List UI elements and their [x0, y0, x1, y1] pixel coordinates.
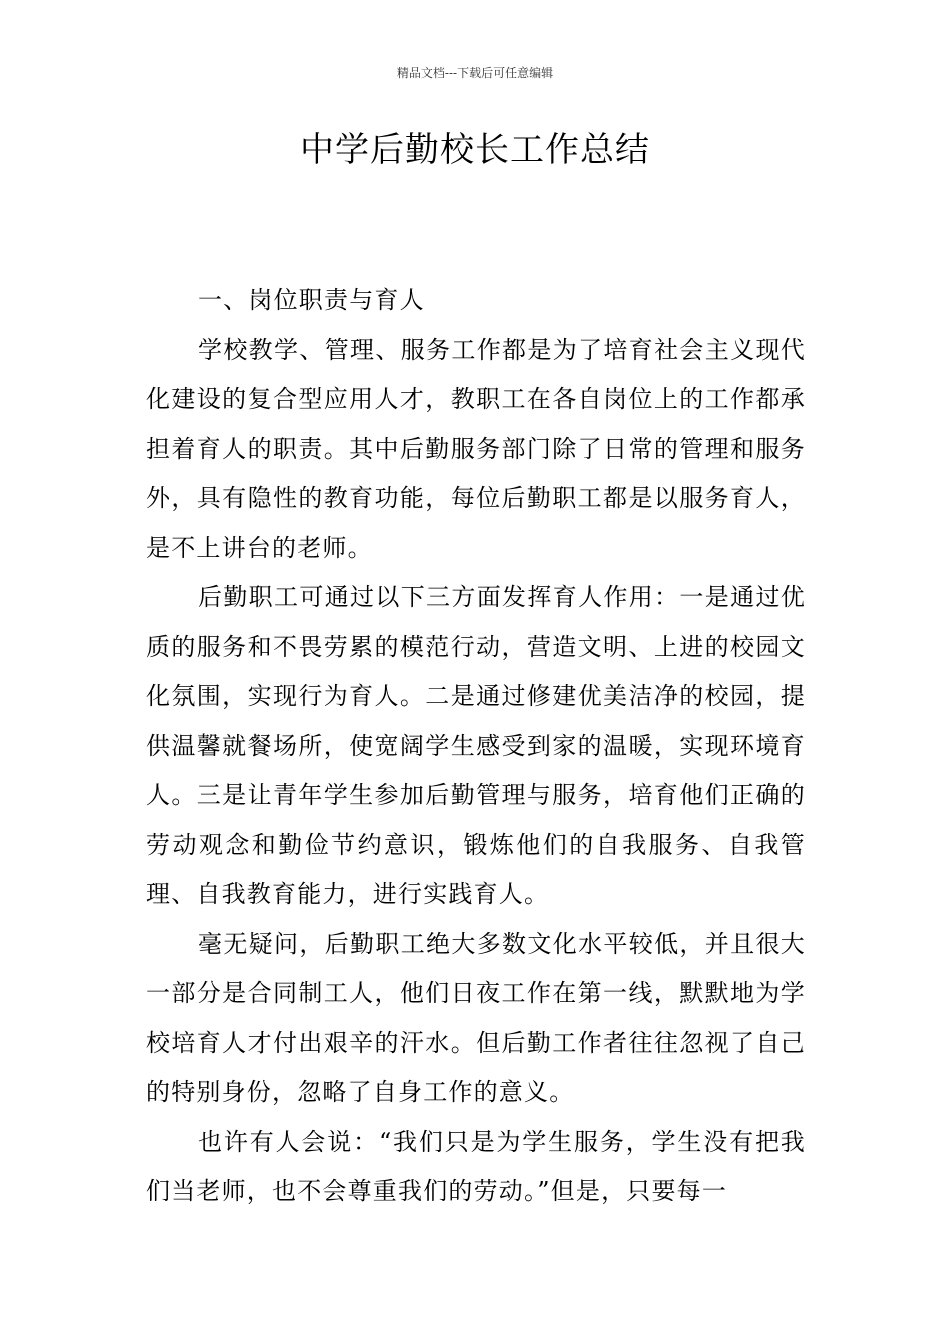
section-heading: 一、岗位职责与育人	[198, 286, 425, 314]
document-body	[146, 276, 806, 1217]
paragraph-4: 也许有人会说：“我们只是为学生服务，学生没有把我们当老师，也不会尊重我们的劳动。”但是，只要每一	[146, 1127, 806, 1205]
paragraph-3: 毫无疑问，后勤职工绝大多数文化水平较低，并且很大一部分是合同制工人，他们日夜工作在第一线，默默地为学校培育人才付出艰辛的汗水。但后勤工作者往往忽视了自己的特别身份，忽略了自身工作的意义。	[146, 929, 806, 1106]
document-title: 中学后勤校长工作总结	[300, 130, 650, 170]
header-watermark: 精品文档---下载后可任意编辑	[396, 66, 554, 80]
paragraph-2: 后勤职工可通过以下三方面发挥育人作用：一是通过优质的服务和不畏劳累的模范行动，营造文明、上进的校园文化氛围，实现行为育人。二是通过修建优美洁净的校园，提供温馨就餐场所，使宽阔学生感受到家的温暖，实现环境育人。三是让青年学生参加后勤管理与服务，培育他们正确的劳动观念和勤俭节约意识，锻炼他们的自我服务、自我管理、自我教育能力，进行实践育人。	[146, 583, 806, 908]
paragraph-1: 学校教学、管理、服务工作都是为了培育社会主义现代化建设的复合型应用人才，教职工在各自岗位上的工作都承担着育人的职责。其中后勤服务部门除了日常的管理和服务外，具有隐性的教育功能，每位后勤职工都是以服务育人，是不上讲台的老师。	[146, 335, 806, 562]
